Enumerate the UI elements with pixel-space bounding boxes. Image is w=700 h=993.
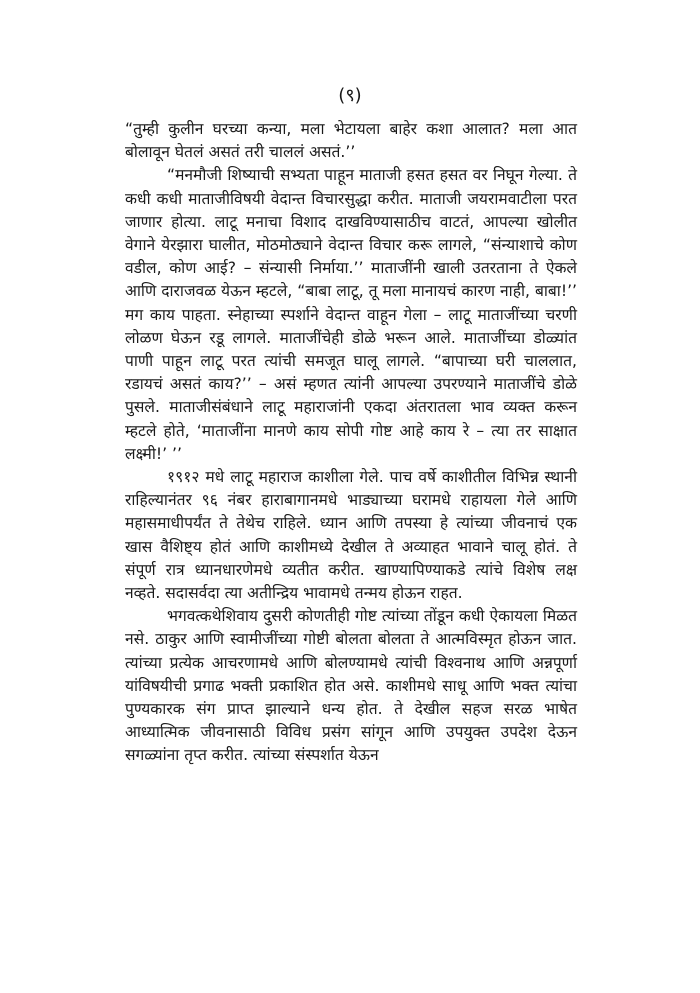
- page-number: (९): [338, 85, 362, 106]
- body-text: [125, 118, 577, 768]
- paragraph-2: “मनमौजी शिष्याची सभ्यता पाहून माताजी हसत हसत वर निघून गेल्या. ते कधी कधी माताजीविषयी वेदान्त विचारसुद्धा करीत. माताजी जयरामवाटीला परत जाणार होत्या. लाटू मनाचा विशाद दाखविण्यासाठीच वाटतं, आपल्या खोलीत वेगाने येरझारा घालीत, मोठमोठ्याने वेदान्त विचार करू लागले, “संन्याशाचे कोण वडील, कोण आई? – संन्यासी निर्माया.’’ माताजींनी खाली उतरताना ते ऐकले आणि दाराजवळ येऊन म्हटले, “बाबा लाटू, तू मला मानायचं कारण नाही, बाबा!’’ मग काय पाहता. स्नेहाच्या स्पर्शाने वेदान्त वाहून गेला – लाटू माताजींच्या चरणी लोळण घेऊन रडू लागले. माताजींचेही डोळे भरून आले. माताजींच्या डोळ्यांत पाणी पाहून लाटू परत त्यांची समजूत घालू लागले. “बापाच्या घरी चाललात, रडायचं असतं काय?’’ – असं म्हणत त्यांनी आपल्या उपरण्याने माताजींचे डोळे पुसले. माताजीसंबंधाने लाटू महाराजांनी एकदा अंतरातला भाव व्यक्त करून म्हटले होते, ‘माताजींना मानणे काय सोपी गोष्ट आहे काय रे – त्या तर साक्षात लक्ष्मी!’ ’’: [125, 166, 577, 463]
- paragraph-1: “तुम्ही कुलीन घरच्या कन्या, मला भेटायला बाहेर कशा आलात? मला आत बोलावून घेतलं असतं तरी चाललं असतं.’’: [125, 120, 577, 162]
- paragraph-4: भगवत्कथेशिवाय दुसरी कोणतीही गोष्ट त्यांच्या तोंडून कधी ऐकायला मिळत नसे. ठाकुर आणि स्वामीजींच्या गोष्टी बोलता बोलता ते आत्मविस्मृत होऊन जात. त्यांच्या प्रत्येक आचरणामधे आणि बोलण्यामधे त्यांची विश्वनाथ आणि अन्नपूर्णा यांविषयीची प्रगाढ भक्ती प्रकाशित होत असे. काशीमधे साधू आणि भक्त त्यांचा पुण्यकारक संग प्राप्त झाल्याने धन्य होत. ते देखील सहज सरळ भाषेत आध्यात्मिक जीवनासाठी विविध प्रसंग सांगून आणि उपयुक्त उपदेश देऊन सगळ्यांना तृप्त करीत. त्यांच्या संस्पर्शात येऊन: [125, 607, 577, 765]
- paragraph-3: १९१२ मधे लाटू महाराज काशीला गेले. पाच वर्षे काशीतील विभिन्न स्थानी राहिल्यानंतर ९६ नंबर हाराबागानमधे भाड्याच्या घरामधे राहायला गेले आणि महासमाधीपर्यंत ते तेथेच राहिले. ध्यान आणि तपस्या हे त्यांच्या जीवनाचं एक खास वैशिष्ट्य होतं आणि काशीमध्ये देखील ते अव्याहत भावाने चालू होतं. ते संपूर्ण रात्र ध्यानधारणेमधे व्यतीत करीत. खाण्यापिण्याकडे त्यांचे विशेष लक्ष नव्हते. सदासर्वदा त्या अतीन्द्रिय भावामधे तन्मय होऊन राहत.: [125, 468, 577, 603]
